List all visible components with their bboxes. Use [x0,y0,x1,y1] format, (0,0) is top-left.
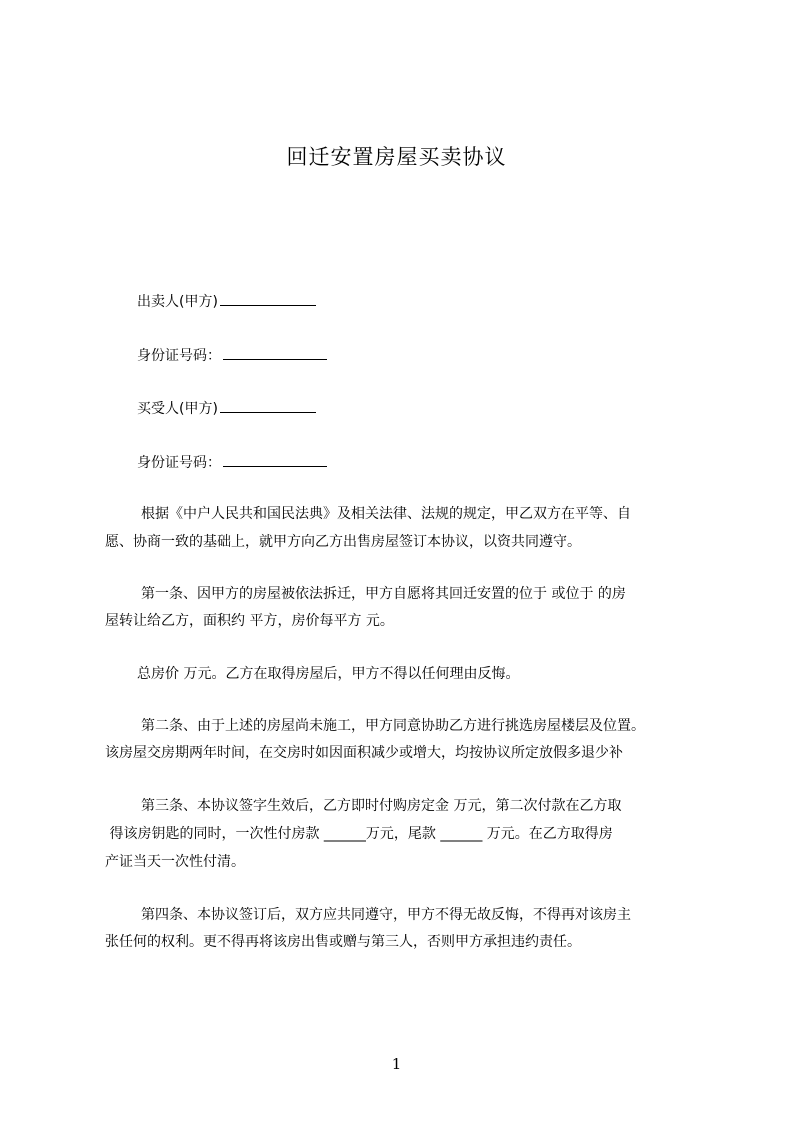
buyer-id-blank [223,452,327,467]
buyer-id-label: 身份证号码： [137,455,221,471]
buyer-blank [220,398,316,413]
buyer-label: 买受人(甲方) [137,401,218,417]
page-number: 1 [391,1055,402,1073]
article3-line-2: 得该房钥匙的同时，一次性付房款 ______万元，尾款 ______ 万元。在乙方取得房 [105,826,613,842]
article4-line-2: 张任何的权利。更不得再将该房出售或赠与第三人，否则甲方承担违约责任。 [105,934,581,950]
article1-line-1: 第一条、因甲方的房屋被依法拆迁，甲方自愿将其回迁安置的位于 或位于 的房 [141,586,626,602]
article4-line-1: 第四条、本协议签订后，双方应共同遵守，甲方不得无故反悔，不得再对该房主 [141,907,631,923]
article2-line-1: 第二条、由于上述的房屋尚未施工，甲方同意协助乙方进行挑选房屋楼层及位置。 [141,718,645,734]
document-title: 回迁安置房屋买卖协议 [286,145,507,169]
buyer-id-line [105,452,737,473]
seller-label: 出卖人(甲方) [137,294,218,310]
article3-line-3: 产证当天一次性付清。 [105,854,245,870]
buyer-line [105,398,737,419]
seller-id-blank [223,345,327,360]
total-price-line: 总房价 万元。乙方在取得房屋后，甲方不得以任何理由反悔。 [137,666,520,682]
article2-line-2: 该房屋交房期两年时间，在交房时如因面积减少或增大，均按协议所定放假多退少补 [105,745,623,761]
preamble-line-1: 根据《中户人民共和国民法典》及相关法律、法规的规定，甲乙双方在平等、自 [141,506,631,522]
preamble-line-2: 愿、协商一致的基础上，就甲方向乙方出售房屋签订本协议，以资共同遵守。 [105,534,581,550]
seller-blank [220,291,316,306]
article1-line-2: 屋转让给乙方，面积约 平方，房价每平方 元。 [105,613,394,629]
article3-line-1: 第三条、本协议签字生效后，乙方即时付购房定金 万元，第二次付款在乙方取 [141,798,622,814]
seller-id-label: 身份证号码： [137,348,221,364]
seller-id-line [105,345,737,366]
seller-line [105,291,737,312]
